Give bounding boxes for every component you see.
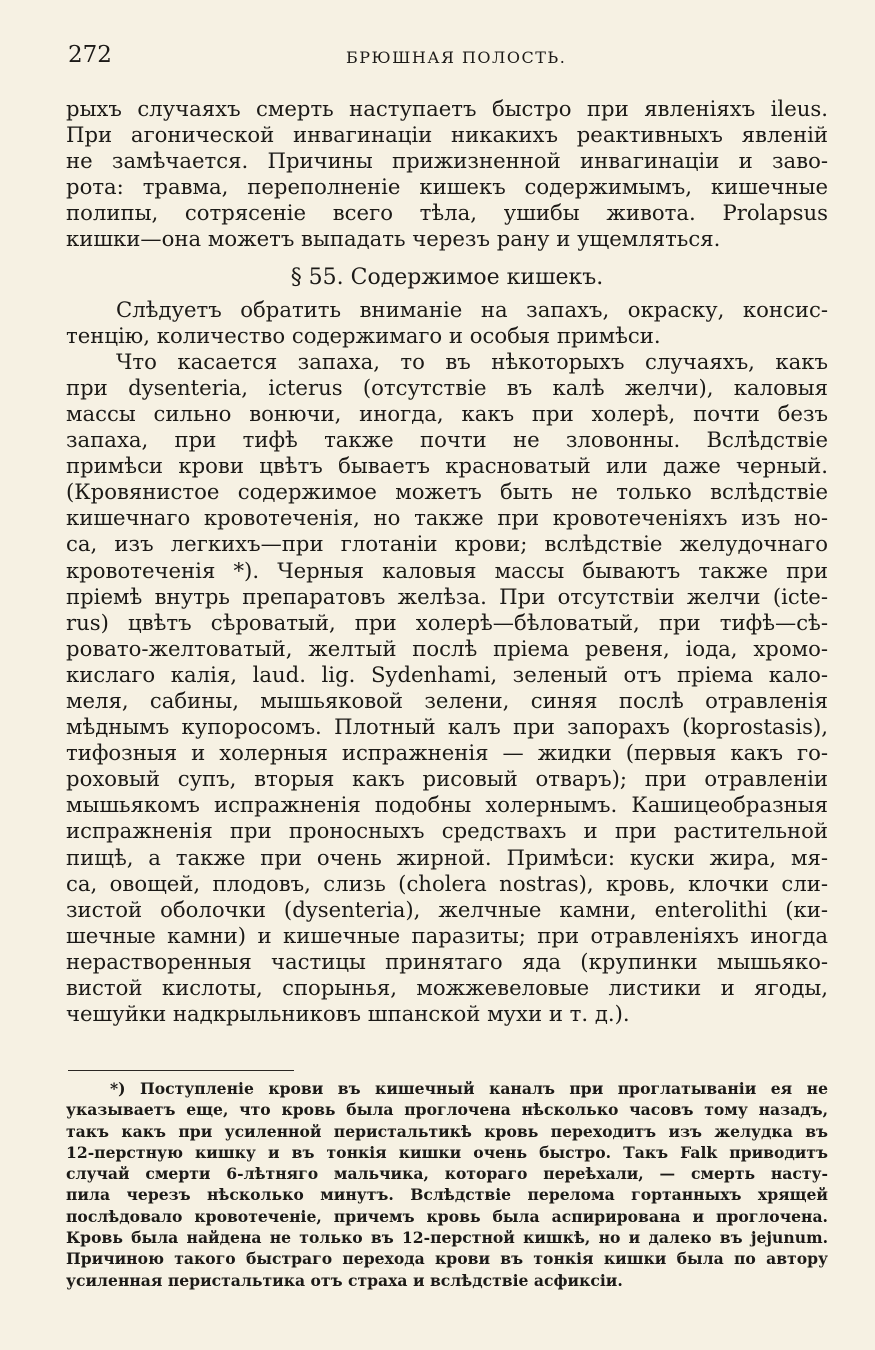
text-line: При агонической инвагинаціи никакихъ реактивныхъ явленій [66,122,828,148]
text-line: нерастворенныя частицы принятаго яда (крупинки мышьяко- [66,948,828,974]
text-line: са, овощей, плодовъ, слизь (cholera nostras), кровь, клочки сли- [66,870,828,896]
text-line: тенцію, количество содержимаго и особыя примѣси. [66,322,661,348]
text-line: пищѣ, а также при очень жирной. Примѣси: куски жира, мя- [66,844,828,870]
text-line: зистой оболочки (dysenteria), желчные камни, enterolithi (ки- [66,896,828,922]
text-line: запаха, при тифѣ также почти не зловонны. Вслѣдствіе [66,427,828,453]
text-line: мышьякомъ испражненія подобны холернымъ. Кашицеобразныя [66,792,828,818]
footnote-line: усиленная перистальтика отъ страха и вслѣдствіе асфиксіи. [66,1270,623,1290]
footnote-line: *) Поступленіе крови въ кишечный каналъ при проглатываніи ея не [110,1079,828,1098]
text-line: не замѣчается. Причины прижизненной инвагинаціи и заво- [66,148,828,174]
running-title: БРЮШНАЯ ПОЛОСТЬ. [346,48,567,67]
footnote-line: пила черезъ нѣсколько минутъ. Вслѣдствіе перелома гортанныхъ хрящей [66,1185,828,1205]
footnote-line: послѣдовало кровотеченіе, причемъ кровь была аспирирована и проглочена. [66,1206,828,1226]
text-line: рыхъ случаяхъ смерть наступаетъ быстро при явленіяхъ ileus. [66,96,828,121]
text-line: шечные камни) и кишечные паразиты; при отравленіяхъ иногда [66,922,828,948]
text-line: испражненія при проносныхъ средствахъ и при растительной [66,818,828,844]
footnote-line: Причиною такого быстраго перехода крови въ тонкія кишки была по автору [66,1249,828,1269]
page-header [68,42,830,76]
footnote-line: такъ какъ при усиленной перистальтикѣ кровь переходитъ изъ желудка въ [66,1121,828,1141]
body-text [66,96,828,1027]
paragraph-2 [66,297,828,349]
text-line: меля, сабины, мышьяковой зелени, синяя послѣ отравленія [66,687,828,713]
footnote-divider [68,1070,294,1071]
footnote-line: указываетъ еще, что кровь была проглочена нѣсколько часовъ тому назадъ, [66,1100,828,1120]
text-line: мѣднымъ купоросомъ. Плотный калъ при запорахъ (koprostasis), [66,714,828,740]
text-line: пріемѣ внутрь препаратовъ желѣза. При отсутствіи желчи (icte- [66,583,828,609]
text-line: тифозныя и холерныя испражненія — жидки (первыя какъ го- [66,740,828,766]
text-line: rus) цвѣтъ сѣроватый, при холерѣ—бѣловатый, при тифѣ—сѣ- [66,609,828,635]
text-line: полипы, сотрясеніе всего тѣла, ушибы живота. Prolapsus [66,200,828,226]
text-line: вистой кислоты, спорынья, можжевеловые листики и ягоды, [66,975,828,1000]
footnote-line: 12-перстную кишку и въ тонкія кишки очень быстро. Такъ Falk приводитъ [66,1142,828,1162]
text-line: примѣси крови цвѣтъ бываетъ красноватый или даже черный. [66,453,828,479]
footnote-line: Кровь была найдена не только въ 12-перстной кишкѣ, но и далеко въ jejunum. [66,1228,828,1248]
text-line: кровотеченія *). Черныя каловыя массы бываютъ также при [66,557,828,583]
text-line: Что касается запаха, то въ нѣкоторыхъ случаяхъ, какъ [116,348,828,374]
section-heading: § 55. Содержимое кишекъ. [290,264,604,290]
text-line: кишки—она можетъ выпадать черезъ рану и ущемляться. [66,226,721,252]
text-line: кишечнаго кровотеченія, но также при кровотеченіяхъ изъ но- [66,505,828,531]
text-line: массы сильно вонючи, иногда, какъ при холерѣ, почти безъ [66,400,828,426]
text-line: роховый супъ, вторыя какъ рисовый отваръ); при отравленіи [66,766,828,792]
text-line: кислаго калія, laud. lig. Sydenhami, зеленый отъ пріема кало- [66,661,828,687]
footnote-line: случай смерти 6-лѣтняго мальчика, котораго переѣхали, — смерть насту- [66,1164,828,1184]
footnote [66,1078,828,1291]
text-line: Слѣдуетъ обратить вниманіе на запахъ, окраску, консис- [116,296,828,322]
text-line: ровато-желтоватый, желтый послѣ пріема ревеня, іода, хромо- [66,635,828,661]
text-line: чешуйки надкрыльниковъ шпанской мухи и т. д.). [66,1001,630,1027]
text-line: (Кровянистое содержимое можетъ быть не только вслѣдствіе [66,479,828,505]
text-line: при dysenteria, icterus (отсутствіе въ калѣ желчи), каловыя [66,374,828,400]
page-number: 272 [68,42,112,68]
paragraph-1 [66,96,828,253]
text-line: рота: травма, переполненіе кишекъ содержимымъ, кишечные [66,174,828,200]
paragraph-3 [66,349,828,1027]
text-line: са, изъ легкихъ—при глотаніи крови; вслѣдствіе желудочнаго [66,531,828,557]
